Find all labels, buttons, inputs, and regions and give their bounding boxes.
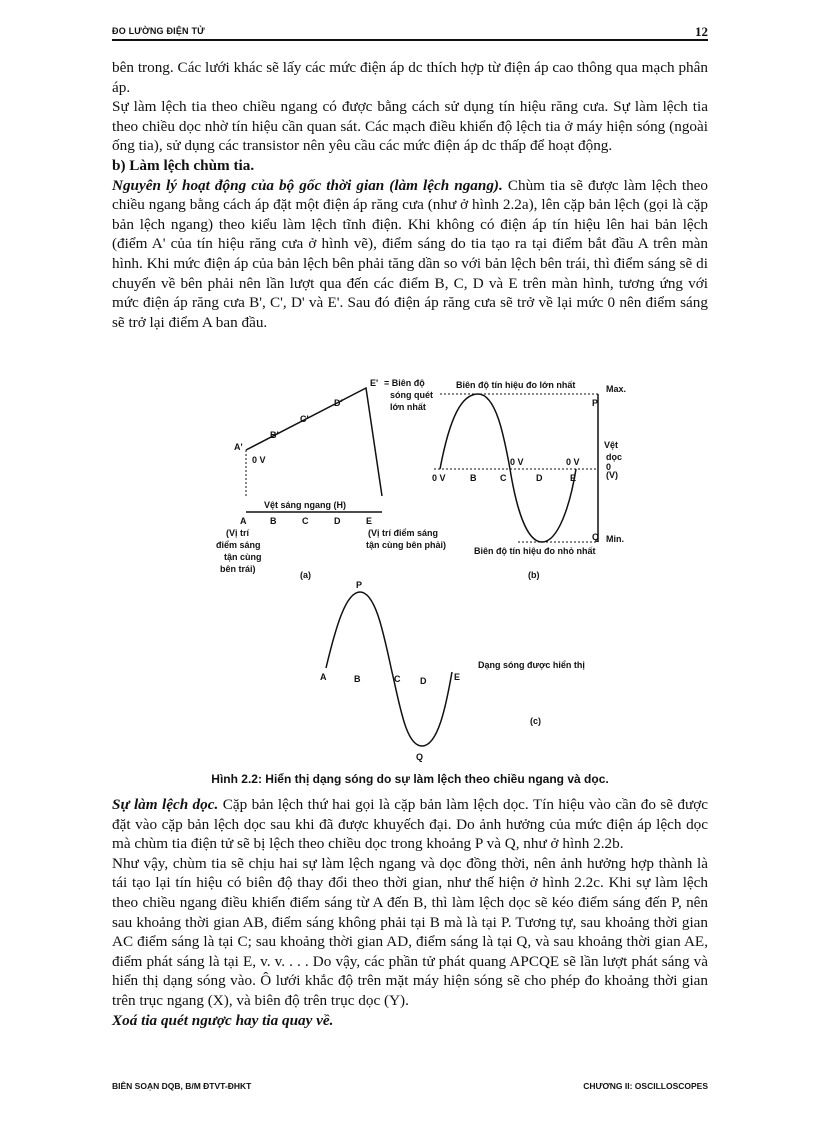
label-e-note-2: sóng quét [390, 390, 433, 400]
label-a-prime: A' [234, 442, 243, 452]
left-note-4: bên trái) [220, 564, 256, 574]
paragraph-combined: Như vậy, chùm tia sẽ chịu hai sự làm lệch ngang và dọc đồng thời, nên ảnh hưởng hợp thành là tái tạo lại tín hiệu có biên độ thay đổi theo thời gian, như thế hiện ở hình 2.2c. Khi sự làm lệch theo chiều ngang điều khiển điểm sáng từ A đến B, thì làm lệch dọc sẽ kéo điểm sáng đến P, nên sau khoảng thời gian AB, điểm sáng không phải tại B mà là tại P. Tương tự, sau khoảng thời gian AC điểm sáng là tại C; sau khoảng thời gian AD, điểm sáng là tại Q, và sau khoảng thời gian AE, điểm phát sáng là tại E, v. v. . . . Do vậy, các phần tử phát quang APCQE sẽ lần lượt phát sáng và hiển thị dạng sóng vào. Ô lưới khắc độ trên mặt máy hiện sóng sẽ cho phép đo khoảng thời gian trên trục ngang (X), và biên độ trên trục dọc (Y). [112, 854, 708, 1009]
footer-left: BIÊN SOẠN DQB, B/M ĐTVT-ĐHKT [112, 1081, 252, 1091]
label-d-prime: D' [334, 398, 343, 408]
label-fig-c: (c) [530, 716, 541, 726]
body-top [112, 58, 708, 332]
label-fig-b: (b) [528, 570, 540, 580]
label-vert-3: (V) [606, 470, 618, 480]
sine-wave-c [326, 592, 452, 746]
page-number: 12 [695, 24, 708, 39]
label-pt-b: B [270, 516, 277, 526]
label-b-b: B [470, 473, 477, 483]
paragraph-vertical [112, 795, 708, 854]
label-zero-v-a: 0 V [252, 455, 266, 465]
label-p-c: P [356, 580, 363, 590]
figure-c [320, 580, 585, 762]
footer-right: CHƯƠNG II: OSCILLOSCOPES [583, 1081, 708, 1091]
paragraph-deflection: Sự làm lệch tia theo chiều ngang có được bằng cách sử dụng tín hiệu răng cưa. Sự làm lệch tia theo chiều dọc nhờ tín hiệu cần quan sát. Các mạch điều khiển độ lệch tia ở máy hiện sóng (ngoài ống tia), sử dụng các transistor nên yêu cầu các mức điện áp dc thấp để hoạt động. [112, 98, 708, 155]
label-c-prime: C' [300, 414, 309, 424]
body-bottom [112, 795, 708, 1030]
label-zero-axis: 0 [606, 462, 612, 472]
header-title: ĐO LƯỜNG ĐIỆN TỬ [112, 26, 205, 36]
label-zero-v-left: 0 V [432, 473, 446, 483]
label-c-e: E [454, 672, 461, 682]
label-max: Max. [606, 384, 627, 394]
left-note-2: điểm sáng [216, 540, 261, 550]
label-zero-v-mid: 0 V [510, 457, 524, 467]
header-rule [112, 39, 708, 41]
right-note-1: (Vị trí điểm sáng [368, 528, 439, 538]
label-pt-d: D [334, 516, 341, 526]
sine-wave-b [440, 394, 576, 542]
left-note-3: tận cùng [224, 552, 262, 562]
figure-2-2 [200, 366, 627, 780]
label-e-prime: E' [370, 378, 379, 388]
label-c-desc: Dạng sóng được hiển thị [478, 660, 585, 670]
label-max-title: Biên độ tín hiệu đo lớn nhất [456, 380, 576, 390]
label-min-title: Biên độ tín hiệu đo nhỏ nhất [474, 546, 596, 556]
label-b-prime: B' [270, 430, 279, 440]
label-c-a: A [320, 672, 327, 682]
label-zero-v-right: 0 V [566, 457, 580, 467]
label-trace-h: Vệt sáng ngang (H) [264, 500, 347, 510]
left-note-1: (Vị trí [226, 528, 250, 538]
vertical-text: Cặp bản lệch thứ hai gọi là cặp bản làm lệch dọc. Tín hiệu vào cần đo sẽ được đặt vào cặp bản lệch dọc sau khi đã được khuyếch đại. Do ảnh hưởng của mức điện áp lệch dọc mà chùm tia điện tử sẽ bị lệch theo chiều dọc trong khoảng P và Q, như ở hình 2.2b. [112, 796, 709, 853]
vertical-lead: Sự làm lệch dọc. [112, 796, 219, 813]
retrace-heading: Xoá tia quét ngược hay tia quay về. [112, 1011, 334, 1029]
paragraph-continuation: bên trong. Các lưới khác sẽ lấy các mức điện áp dc thích hợp từ điện áp cao thông qua mạch phân áp. [112, 59, 708, 96]
figure-caption: Hình 2.2: Hiển thị dạng sóng do sự làm lệch theo chiều ngang và dọc. [211, 772, 609, 786]
page-footer [112, 1081, 708, 1095]
label-p-b: P [592, 398, 599, 408]
label-e-note-3: lớn nhất [390, 402, 426, 412]
label-pt-a: A [240, 516, 247, 526]
label-b-e: E [570, 473, 577, 483]
label-e-note-1: = Biên độ [384, 378, 425, 388]
label-fig-a: (a) [300, 570, 311, 580]
label-q-b: Q [592, 532, 600, 542]
principle-lead: Nguyên lý hoạt động của bộ gốc thời gian (làm lệch ngang). [112, 176, 503, 194]
label-c-c: C [394, 674, 401, 684]
paragraph-principle [112, 176, 708, 333]
principle-text: Chùm tia sẽ được làm lệch theo chiều ngang bằng cách áp đặt một điện áp răng cưa (như ở hình 2.2a), lên cặp bản lệch (gọi là cặp bản lệch ngang) theo kiểu làm lệch tĩnh điện. Khi không có điện áp tín hiệu lên hai bản lệch (điểm A' của tín hiệu răng cưa ở hình vẽ), điểm sáng do tia tạo ra tại điểm bắt đầu A trên màn hình. Khi mức điện áp của bản lệch bên phải tăng dần so với bản lệch bên trái, thì điểm sáng sẽ di chuyển về bên phải nên lần lượt qua đến các điểm B, C, D và E trên màn hình, tương ứng với mức điện áp răng cưa B', C', D' và E'. Sau đó điện áp răng cưa sẽ trở về lại mức 0 nên điểm sáng sẽ trở lại điểm A ban đầu. [112, 176, 708, 331]
label-vert-2: dọc [606, 452, 623, 462]
figure-b [432, 380, 626, 580]
figure-a [216, 378, 446, 580]
right-note-2: tận cùng bên phải) [366, 540, 446, 550]
sawtooth-line [246, 388, 382, 496]
label-c-b: B [354, 674, 361, 684]
label-pt-c: C [302, 516, 309, 526]
label-q-c: Q [416, 752, 424, 762]
label-min: Min. [606, 534, 624, 544]
figure-diagram [200, 366, 627, 780]
label-c-d: D [420, 676, 427, 686]
label-pt-e: E [366, 516, 373, 526]
page-header [112, 24, 708, 40]
label-b-d: D [536, 473, 543, 483]
section-heading: b) Làm lệch chùm tia. [112, 156, 255, 174]
label-b-c: C [500, 473, 507, 483]
label-vert-1: Vệt [604, 440, 619, 450]
